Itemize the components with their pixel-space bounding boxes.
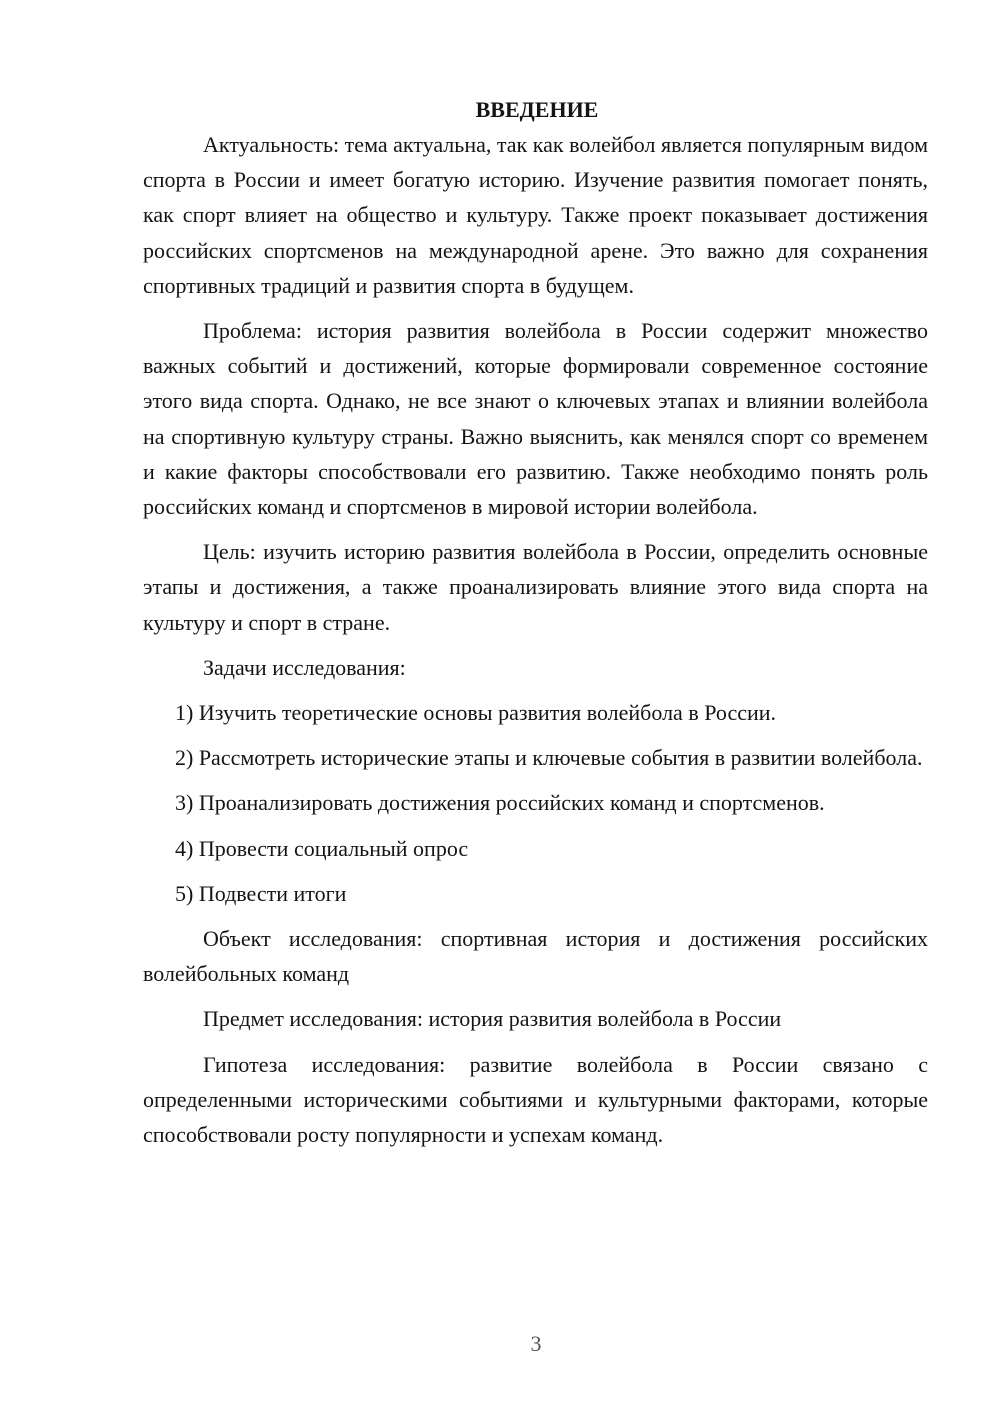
paragraph-hypothesis: Гипотеза исследования: развитие волейбола в России связано с определенными историческими событиями и культурными факторами, которые способствовали росту популярности и успехам команд. <box>143 1051 928 1148</box>
task-item-3: 3) Проанализировать достижения российских команд и спортсменов. <box>175 790 825 816</box>
paragraph-tasks-heading: Задачи исследования: <box>203 654 406 680</box>
section-title: ВВЕДЕНИЕ <box>475 97 599 122</box>
task-item-4: 4) Провести социальный опрос <box>175 835 469 861</box>
page-number: 3 <box>530 1331 542 1356</box>
paragraph-goal: Цель: изучить историю развития волейбола в России, определить основные этапы и достижения, а также проанализировать влияние этого вида спорта на культуру и спорт в стране. <box>143 539 928 635</box>
task-item-2: 2) Рассмотреть исторические этапы и ключевые события в развитии волейбола. <box>175 745 923 771</box>
paragraph-relevance: Актуальность: тема актуальна, так как волейбол является популярным видом спорта в России и имеет богатую историю. Изучение развития помогает понять, как спорт влияет на общество и культуру. Также проект показывает достижения российских спортсменов на международной арене. Это важно для сохранения спортивных традиций и развития спорта в будущем. <box>143 132 928 298</box>
paragraph-subject: Предмет исследования: история развития волейбола в России <box>203 1006 782 1032</box>
task-item-1: 1) Изучить теоретические основы развития волейбола в России. <box>175 700 777 726</box>
task-item-5: 5) Подвести итоги <box>175 880 347 906</box>
paragraph-problem: Проблема: история развития волейбола в России содержит множество важных событий и достижений, которые формировали современное состояние этого вида спорта. Однако, не все знают о ключевых этапах и влиянии волейбола на спортивную культуру страны. Важно выяснить, как менялся спорт со временем и какие факторы способствовали его развитию. Также необходимо понять роль российских команд и спортсменов в мировой истории волейбола. <box>143 318 928 520</box>
document-page <box>143 92 928 1162</box>
paragraph-object: Объект исследования: спортивная история и достижения российских волейбольных команд <box>143 926 928 987</box>
